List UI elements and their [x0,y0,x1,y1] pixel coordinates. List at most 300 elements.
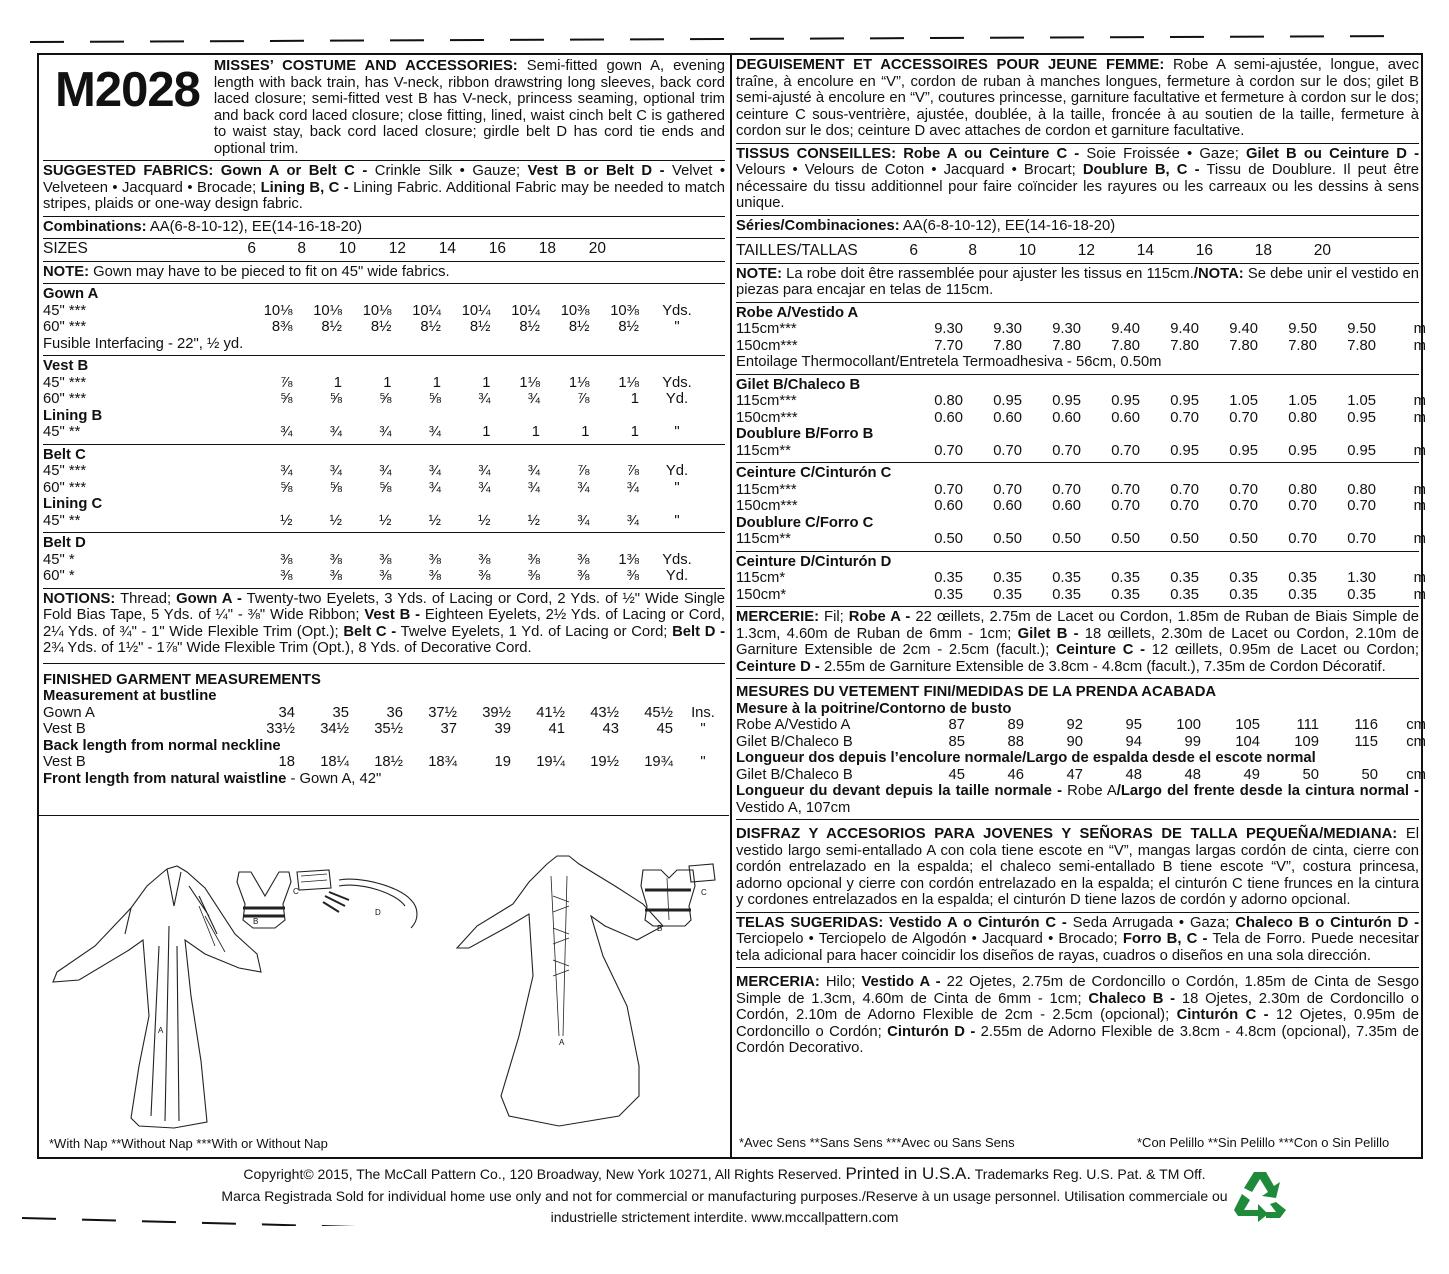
table-cell: 0.50 [993,531,1022,547]
table-cell: ½ [280,512,293,529]
table-cell: 10¼ [412,302,441,319]
table-row [43,513,725,530]
table-cell: 9.50 [1347,321,1376,337]
table-cell: 104 [1235,733,1260,750]
table-cell: ⅞ [280,374,293,391]
size-header: 20 [1313,242,1331,259]
row-label: 60" *** [43,391,87,407]
size-header: 8 [968,242,977,259]
table-cell: 7.80 [1111,337,1140,354]
table-cell: ⅝ [379,391,392,407]
table-cell: 45 [656,721,673,737]
unit: " [700,754,706,770]
size-header: 6 [247,240,256,257]
table-cell: 0.50 [1229,531,1258,547]
table-cell: 9.50 [1288,321,1317,337]
table-cell: 0.35 [1229,586,1258,603]
table-cell: 48 [1184,766,1201,783]
table-cell: 0.35 [1347,586,1376,603]
table-cell: 1 [383,374,392,391]
table-cell: 0.80 [934,393,963,409]
table-row [736,766,1426,784]
table-cell: 1 [432,374,441,391]
row-label: 45" ** [43,424,81,440]
table-cell: 0.70 [934,481,963,498]
unit: m [1413,409,1426,426]
top-cut-line [0,34,1449,54]
table-cell: 50 [1361,766,1378,783]
table-cell: 0.60 [1052,409,1081,426]
mercerie-label: Ceinture C - [1055,642,1146,658]
table-cell: 1⅛ [568,374,590,391]
merceria-label: Vestido A - [861,974,941,990]
series-label: Séries/Combinaciones: [736,217,900,234]
table-cell: 0.70 [1111,442,1140,459]
table-row [43,463,725,480]
label-a: A [559,1038,565,1047]
fabrics-text: Velvet • Velveteen • Jacquard • Brocade; [43,163,725,196]
table-cell: ⅜ [478,568,491,584]
table-cell: 10⅛ [313,302,342,319]
table-cell: 10⅛ [362,302,392,319]
table-cell: 0.60 [993,498,1022,514]
table-cell: 10⅜ [610,302,639,319]
robe-metrage [736,303,1426,375]
table-cell: 0.50 [1170,531,1199,547]
table-cell: 0.35 [1229,570,1258,586]
table-cell: 0.35 [993,570,1022,586]
garment-sketches [39,816,729,1146]
merceria-text: 12 Ojetes, 0.95m de Cordoncillo o Cordón; [736,1007,1419,1040]
row-label: 115cm** [736,531,791,547]
table-row [43,721,725,738]
table-cell: 7.80 [1052,337,1081,354]
table-row [736,586,1426,604]
table-cell: 0.95 [1052,393,1081,409]
table-cell: ½ [329,512,342,529]
label-c: C [293,887,299,896]
telas-sugeridas [736,913,1419,969]
bust-label: Measurement at bustline [43,688,217,704]
row-label: 45" *** [43,302,87,319]
table-cell: ⅜ [329,568,342,584]
telas-text: Tela de Forro. Puede necesitar tela adicional para hacer coincidir los diseños de rayas, cuadros o diseños en una sola dirección. [736,931,1419,964]
tissus-label: TISSUS CONSEILLES: Robe A ou Ceinture C - [736,145,1080,162]
fabrics-label: Vest B or Belt D - [527,163,665,179]
table-cell: ½ [527,512,540,529]
table-cell: ⅝ [280,391,293,407]
size-header: 6 [909,242,918,259]
table-cell: 0.60 [1111,409,1140,426]
table-cell: 43 [602,721,619,737]
table-cell: 9.40 [1170,321,1199,337]
table-cell: 8½ [321,319,342,335]
lining-c-label: Lining C [43,496,103,512]
unit: m [1413,337,1426,354]
table-cell: ¾ [626,512,639,529]
table-cell: 0.35 [1170,586,1199,603]
mercerie-label: Gilet B - [1017,625,1079,642]
table-row [736,570,1426,587]
telas-label: Forro B, C - [1122,931,1208,947]
mercerie-text: 18 œillets, 2.30m de Lacet ou Cordon, 2.10m de Garniture Extensible de 2cm - 2.5cm (facult.); [736,625,1419,658]
table-cell: 45 [948,766,965,783]
notions-label: Vest B - [364,607,421,623]
unit: cm [1406,717,1426,733]
combinations [43,217,725,240]
table-row [43,391,725,408]
table-cell: ⅜ [428,568,441,584]
table-cell: ⅜ [329,551,342,568]
table-cell: 0.50 [1052,531,1081,547]
ceinture-c-label: Ceinture C/Cinturón C [736,465,892,481]
table-cell: 0.95 [1111,393,1140,409]
garment-illustrations [39,815,729,1158]
table-cell: 0.70 [1229,481,1258,498]
table-cell: 35 [332,704,349,721]
mercerie-text: 12 œillets, 0.95m de Lacet ou Cordon; [1145,642,1419,658]
unit: m [1413,321,1426,337]
size-header: 10 [338,240,356,257]
table-cell: ⅜ [527,568,540,584]
devant-label: /Largo del frente desde la cintura normal - [1116,783,1419,799]
table-cell: 0.35 [934,586,963,603]
table-row [43,480,725,497]
notions-text: Twelve Eyelets, 1 Yd. of Lacing or Cord; [396,623,673,640]
merceria-label: Chaleco B - [1088,990,1176,1007]
table-cell: 0.95 [1170,393,1199,409]
table-cell: 1⅛ [519,374,540,391]
recycle-icon [1232,1168,1288,1222]
table-cell: 1.05 [1347,393,1376,409]
table-cell: 92 [1066,717,1083,733]
belt-d-yardage [43,533,725,589]
fabrics-label: Lining B, C - [260,179,349,196]
unit: Ins. [691,704,715,721]
table-cell: 34 [278,704,295,721]
table-cell: 50 [1302,766,1319,783]
table-cell: 109 [1294,733,1319,750]
table-row [736,481,1426,499]
row-label: 45" *** [43,463,87,479]
table-cell: 0.80 [1288,481,1317,498]
pattern-number: M2028 [55,63,200,117]
merceria-text: 2.55m de Adorno Flexible de 3.8cm - 4.8cm (opcional), 7.35m de Cordón Decorativo. [736,1023,1419,1056]
vest-label: Vest B [43,358,89,374]
table-row [736,442,1426,460]
table-cell: ⅞ [577,391,590,407]
table-cell: 0.70 [1347,498,1376,514]
table-cell: 0.95 [1347,442,1376,459]
table-row [43,568,725,585]
notions-label: Belt C - [343,623,397,640]
table-cell: 0.70 [1347,531,1376,547]
telas-text: Seda Arrugada • Gaza; [1066,914,1236,931]
row-label: 60" *** [43,479,87,496]
table-cell: 115 [1354,733,1378,750]
tissus-text: Velours • Velours de Coton • Jacquard • Brocart; [736,162,1083,178]
unit: Yd. [665,391,689,407]
nap-legend: *With Nap **Without Nap ***With or Without Nap [49,1136,328,1151]
row-label: 60" *** [43,319,87,335]
table-cell: 10⅛ [263,302,293,319]
table-cell: 0.70 [993,442,1022,459]
table-cell: ⅜ [527,551,540,568]
table-row [43,303,725,320]
table-cell: 1.30 [1347,570,1376,586]
table-cell: 19 [494,754,511,770]
table-cell: 33½ [266,721,295,737]
table-row [736,717,1426,734]
telas-label: Chaleco B o Cinturón D - [1235,914,1420,931]
table-cell: ⅜ [626,568,639,584]
table-cell: 95 [1125,717,1142,733]
unit: " [674,479,680,496]
table-cell: 8⅜ [271,319,293,335]
size-header: 10 [1018,242,1036,259]
mesures [736,679,1426,820]
table-cell: 0.70 [1170,409,1199,426]
table-cell: ⅝ [379,479,392,496]
ceinture-d-metrage [736,552,1426,608]
doublure-c-label: Doublure C/Forro C [736,514,874,531]
table-cell: ½ [428,512,441,529]
ceinture-d-label: Ceinture D/Cinturón D [736,553,892,570]
table-cell: ¾ [428,479,441,496]
series [736,216,1419,239]
robe-label: Robe A/Vestido A [736,304,859,321]
table-cell: 0.50 [1111,531,1140,547]
table-cell: ⅜ [478,551,491,568]
table-cell: 8½ [568,319,590,335]
table-cell: 90 [1066,733,1083,750]
vest-yardage [43,356,725,445]
merceria-text: 22 Ojetes, 2.75m de Cordoncillo o Cordón, 1.85m de Cinta de Sesgo Simple de 1.3cm, 4.60m de Cinta de 6mm - 1cm; [736,974,1419,1007]
table-cell: 8½ [618,319,639,335]
mercerie-text: Fil; [819,609,849,625]
table-cell: ¾ [527,391,540,407]
table-cell: 0.60 [1052,498,1081,514]
row-label: Gilet B/Chaleco B [736,766,853,783]
english-column [43,55,725,790]
intro-text [214,57,725,157]
merceria-label: Cinturón C - [1176,1007,1269,1023]
table-cell: 0.95 [1229,442,1258,459]
table-cell: 7.80 [1170,337,1199,354]
devant-value: Robe A [1062,783,1117,799]
table-cell: ⅜ [379,568,392,584]
table-cell: 7.80 [1229,337,1258,354]
table-cell: 0.60 [934,409,963,426]
table-cell: 0.70 [934,442,963,459]
telas-label: TELAS SUGERIDAS: Vestido A o Cinturón C - [736,914,1067,931]
table-cell: 0.35 [1170,570,1199,586]
table-cell: 9.40 [1111,321,1140,337]
unit: " [700,721,706,737]
table-row [736,337,1426,355]
table-cell: 87 [948,717,965,733]
front-length-value: - Gown A, 42" [286,770,382,787]
row-label: 150cm*** [736,337,798,354]
table-cell: 9.30 [1052,321,1081,337]
table-cell: 0.50 [934,531,963,547]
table-cell: 46 [1007,766,1024,783]
devant-label: Longueur du devant depuis la taille normale - [736,783,1063,799]
table-cell: 39 [494,721,511,737]
row-label: 115cm*** [736,481,797,498]
table-cell: ⅝ [329,479,342,496]
gown-back-sketch [457,856,663,1126]
table-cell: ⅞ [626,463,639,479]
table-cell: 9.30 [934,321,963,337]
size-header: 18 [1254,242,1272,259]
unit: " [674,319,680,335]
notions-label: NOTIONS: [43,590,116,607]
size-header: 12 [388,240,406,257]
table-cell: ⅜ [280,551,293,568]
unit: cm [1406,733,1426,750]
vest-front-sketch [237,872,291,928]
table-cell: 1.05 [1288,393,1317,409]
devant-value: Vestido A, 107cm [736,799,851,816]
table-cell: 34½ [320,721,349,737]
table-cell: ⅜ [428,551,441,568]
intro-body: Robe A semi-ajustée, longue, avec traîne, à encolure en “V”, cordon de ruban à manches longues, fermeture à cordon sur le dos; gilet B semi-ajusté à encolure en “V”, coutures princesse, garniture facultative et fermeture à cordon sur le dos; ceinture C sous-ventrière, ajustée, doublée, à la taille, froncée à au soutien de la taille, fermeture à cordon sur le dos; ceinture D avec attaches de cordon et garniture facultative. [736,57,1419,139]
label-d: D [375,908,381,917]
note-label: NOTE: [43,263,90,280]
vest-back-sketch [641,870,695,926]
table-cell: 39½ [482,704,511,721]
poitrine-label: Mesure à la poitrine/Contorno de busto [736,700,1012,717]
row-label: 60" * [43,568,75,584]
table-cell: 0.95 [993,393,1022,409]
table-cell: ¾ [329,424,342,440]
table-cell: 0.80 [1347,481,1376,498]
row-label: 150cm*** [736,498,798,514]
row-label: 45" *** [43,374,87,391]
table-row [43,424,725,441]
table-row [43,319,725,336]
notions-text: Thread; [115,590,177,607]
table-cell: 49 [1243,766,1260,783]
table-cell: ½ [478,512,491,529]
row-label: 115cm*** [736,321,797,337]
table-cell: 0.95 [1170,442,1199,459]
table-cell: 0.60 [993,409,1022,426]
table-cell: ¾ [428,424,441,440]
series-value: AA(6-8-10-12), EE(14-16-18-20) [899,217,1116,234]
notions-text: Twenty-two Eyelets, 3 Yds. of Lacing or Cord, 2 Yds. of ½" Wide Single Fold Bias Tape, 5 Yds. of ¼" - ⅜" Wide Ribbon; [43,590,725,623]
table-cell: 37½ [428,704,457,721]
table-cell: ½ [379,512,392,529]
gown-yardage [43,284,725,356]
table-cell: 85 [948,733,965,750]
combinations-label: Combinations: [43,218,147,235]
table-row [736,321,1426,338]
table-cell: 9.40 [1229,321,1258,337]
fabrics-label: SUGGESTED FABRICS: Gown A or Belt C - [43,163,368,179]
back-length-label: Back length from normal neckline [43,737,281,754]
note-label: NOTE: [736,265,783,282]
intro-title: DEGUISEMENT ET ACCESSOIRES POUR JEUNE FEMME: [736,57,1165,73]
website-line: industrielle strictement interdite. www.mccallpattern.com [550,1209,899,1225]
lining-b-label: Lining B [43,407,103,424]
unit: m [1413,393,1426,409]
table-cell: 8½ [370,319,392,335]
size-header: 14 [438,240,456,257]
unit: Yd. [665,463,689,479]
unit: Yds. [662,302,692,319]
table-cell: ⅜ [577,551,590,568]
table-cell: 0.35 [993,586,1022,603]
unit: Yd. [665,568,689,584]
size-header: 20 [588,240,606,257]
row-label: Vest B [43,721,86,737]
table-row [736,393,1426,410]
table-row [43,375,725,392]
table-cell: ¾ [478,391,491,407]
size-header: 16 [1195,242,1213,259]
fabrics-text: Crinkle Silk • Gauze; [367,163,528,179]
disfraz-body: El vestido largo semi-entallado A con cola tiene escote en “V”, mangas largas cordón de cinta, cierre con cordón entrelazado en la espalda; el chaleco semi-entallado B tiene escote “V”, costura princesa, adorno opcional y cierre con cordón entrelazado en la espalda; el cinturón C tiene frunces en la cintura y cordones entrelazados en la espalda; el cinturón D tiene lazos de cordón y adorno opcional. [736,826,1419,908]
unit: m [1413,586,1426,603]
belt-c-sketch [297,870,331,890]
row-label: 150cm* [736,586,787,603]
table-cell: 7.80 [993,337,1022,354]
mercerie-label: Ceinture D - [736,658,820,675]
table-cell: 0.70 [1229,409,1258,426]
belt-c-yardage [43,445,725,534]
row-label: Gown A [43,704,95,721]
table-cell: 1 [531,424,540,440]
table-cell: 0.70 [1111,481,1140,498]
table-cell: 0.95 [1288,442,1317,459]
merceria-label: Cinturón D - [887,1023,976,1040]
table-cell: ⅝ [329,391,342,407]
size-header: 8 [297,240,306,257]
tailles-header [736,238,1419,264]
table-cell: 45½ [644,704,673,721]
notions-text: Eighteen Eyelets, 2½ Yds. of Lacing or Cord, 2¼ Yds. of ¾" - 1" Wide Flexible Trim (Opt.); [43,607,725,640]
merceria-text: Hilo; [819,974,862,990]
table-cell: 18 [278,754,295,770]
unit: " [674,424,680,440]
table-cell: 0.35 [1111,586,1140,603]
table-cell: ¾ [626,479,639,496]
table-cell: 7.80 [1347,337,1376,354]
notions-label: Gown A - [176,590,242,607]
table-cell: ¾ [527,479,540,496]
tissus-conseilles [736,144,1419,216]
note-text: Gown may have to be pieced to fit on 45" wide fabrics. [89,263,450,280]
table-row [736,498,1426,515]
unit: Yds. [662,374,692,391]
table-cell: 7.80 [1288,337,1317,354]
doublure-b-label: Doublure B/Forro B [736,426,874,442]
row-label: 45" ** [43,512,81,529]
table-cell: 47 [1066,766,1083,783]
gilet-metrage [736,375,1426,464]
marca-registrada: Marca Registrada Sold for individual home use only and not for commercial or manufacturing purposes./Reserve à un usage personnel. Utilisation commerciale ou [221,1187,1228,1204]
table-cell: 36 [386,704,403,721]
row-label: 115cm** [736,442,791,459]
belt-d-label: Belt D [43,535,86,551]
entoilage: Entoilage Thermocollant/Entretela Termoadhesiva - 56cm, 0.50m [736,354,1162,370]
table-cell: 0.70 [1170,498,1199,514]
label-c: C [701,888,707,897]
table-cell: ⅜ [577,568,590,584]
table-cell: 37 [440,721,457,737]
